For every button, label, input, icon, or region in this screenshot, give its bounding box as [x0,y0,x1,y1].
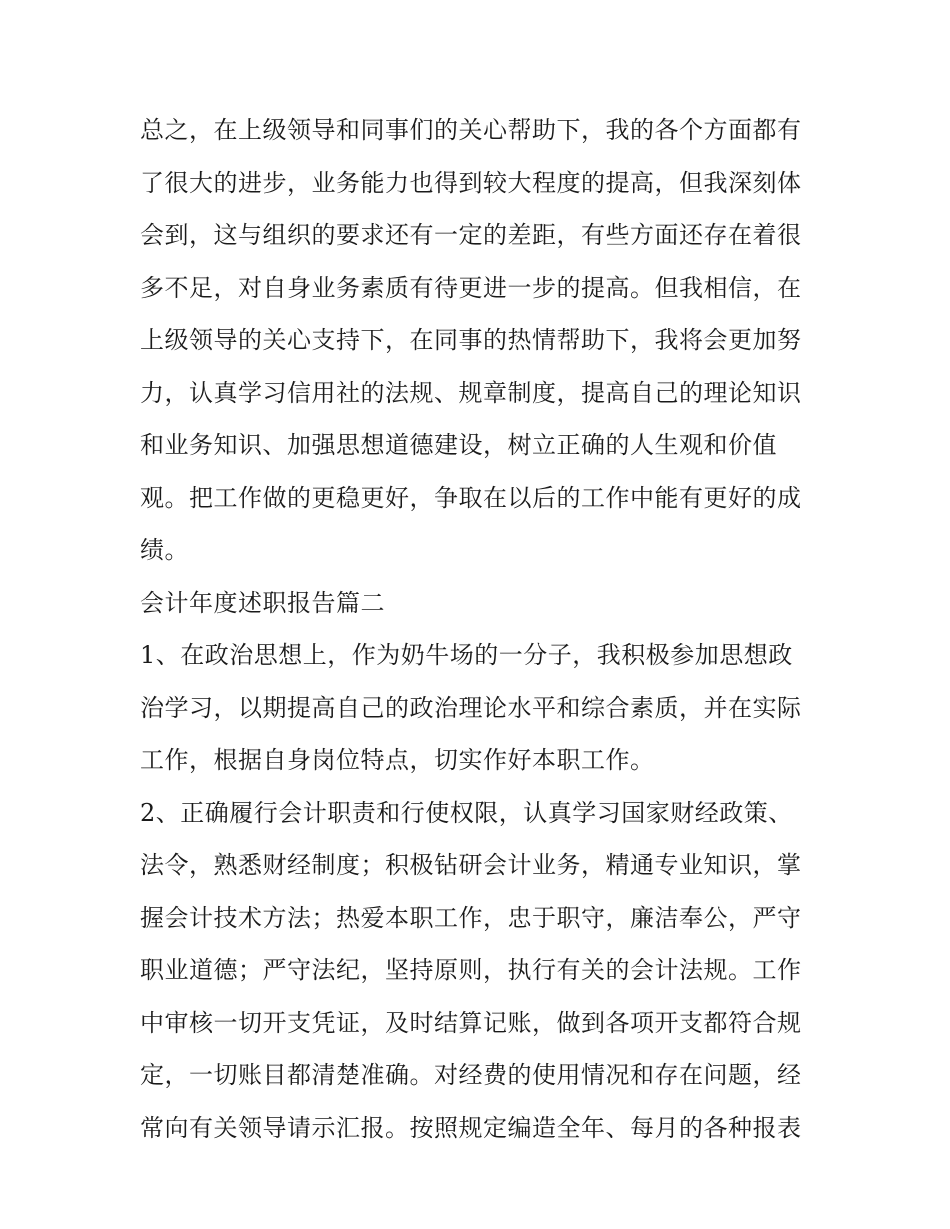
text-line: 定，一切账目都清楚准确。对经费的使用情况和存在问题，经 [140,1061,802,1089]
text-line: 总之，在上级领导和同事们的关心帮助下，我的各个方面都有 [140,116,802,144]
text-line: 上级领导的关心支持下，在同事的热情帮助下，我将会更加努 [140,326,802,354]
text-line: 和业务知识、加强思想道德建设，树立正确的人生观和价值 [140,431,777,459]
text-line: 力，认真学习信用社的法规、规章制度，提高自己的理论知识 [140,378,802,407]
text-line: 握会计技术方法；热爱本职工作，忠于职守，廉洁奉公，严守 [140,903,802,932]
section-heading: 会计年度述职报告篇二 [140,588,385,617]
text-line: 1、在政治思想上，作为奶牛场的一分子，我积极参加思想政 [140,641,793,669]
text-line: 了很大的进步，业务能力也得到较大程度的提高，但我深刻体 [140,168,802,197]
text-line: 治学习，以期提高自己的政治理论水平和综合素质，并在实际 [140,693,802,722]
text-line: 绩。 [140,536,189,564]
document-body [140,104,830,1154]
text-line: 2、正确履行会计职责和行使权限，认真学习国家财经政策、 [140,798,793,827]
text-line: 工作，根据自身岗位特点，切实作好本职工作。 [140,746,655,774]
text-line: 法令，熟悉财经制度；积极钻研会计业务，精通专业知识，掌 [140,851,802,879]
text-line: 职业道德；严守法纪，坚持原则，执行有关的会计法规。工作 [140,956,802,984]
text-line: 中审核一切开支凭证，及时结算记账，做到各项开支都符合规 [140,1008,802,1037]
text-line: 多不足，对自身业务素质有待更进一步的提高。但我相信，在 [140,273,802,302]
text-line: 常向有关领导请示汇报。按照规定编造全年、每月的各种报表 [140,1113,802,1142]
text-line: 会到，这与组织的要求还有一定的差距，有些方面还存在着很 [140,221,802,249]
text-line: 观。把工作做的更稳更好，争取在以后的工作中能有更好的成 [140,483,802,512]
